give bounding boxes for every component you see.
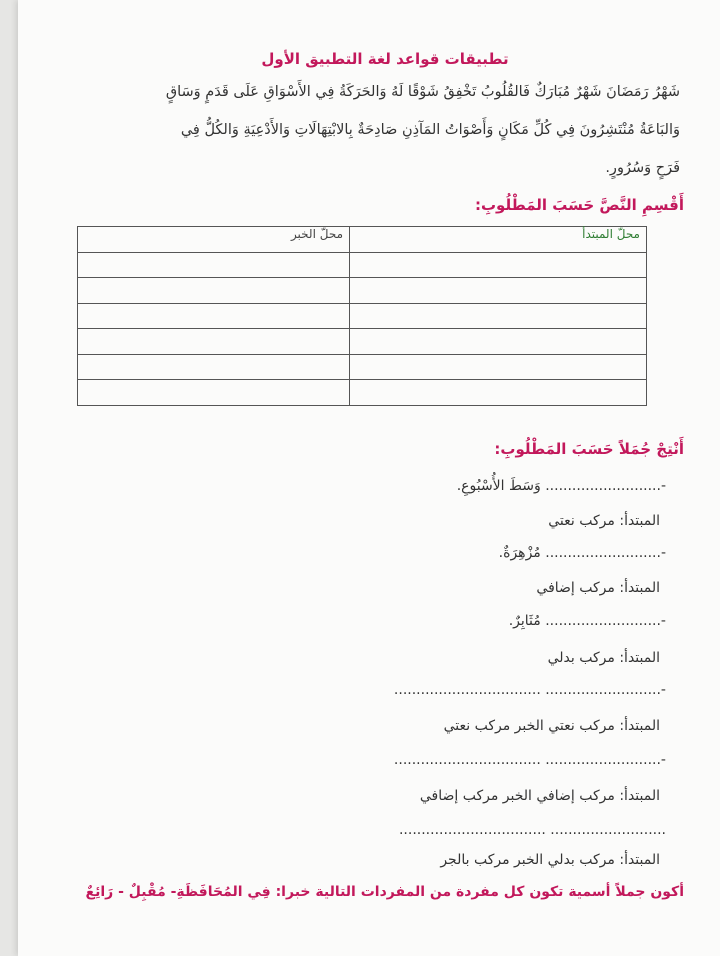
sentence-line-6: .......................... ................................. [398, 822, 666, 838]
table-row [78, 329, 647, 355]
table-cell [350, 329, 647, 355]
sentence-label-1: المبتدأ: مركب نعتي [548, 513, 660, 529]
table-cell [78, 329, 350, 355]
sentence-line-4: -.......................... ................................. [393, 682, 666, 698]
table-cell [350, 252, 647, 278]
sentence-label-4: المبتدأ: مركب نعتي الخبر مركب نعتي [443, 718, 660, 734]
table-cell [78, 354, 350, 380]
sentence-label-2: المبتدأ: مركب إضافي [536, 580, 660, 596]
header-khabar: محلّ الخبر [78, 227, 350, 253]
table-cell [350, 354, 647, 380]
passage-line-1: شَهْرُ رَمَضَانَ شَهْرٌ مُبَارَكٌ فَالقُلُوبُ تَخْفِقُ شَوْقًا لَهُ وَالحَرَكَةُ فِي الأَسْوَاقِ عَلَى قَدَمٍ وَسَاقٍ [165, 84, 680, 100]
header-mubtada: محلّ المبتدأ [350, 227, 647, 253]
table-cell [78, 252, 350, 278]
sentences-section-heading: أَنْتِجْ جُمَلاً حَسَبَ المَطْلُوبِ: [494, 440, 684, 458]
table-cell [350, 278, 647, 304]
table-cell [350, 303, 647, 329]
sentence-line-1: -.......................... وَسَطَ الأُسْبُوعِ. [456, 478, 666, 494]
sentence-line-5: -.......................... ................................. [393, 752, 666, 768]
table-row [78, 380, 647, 406]
table-cell [78, 303, 350, 329]
final-instruction: أكون جملاً أسمية تكون كل مفردة من المفردات التالية خبرا: فِي المُحَافَظَةِ- مُقْبِلٌ - رَائِعٌ [85, 884, 684, 900]
passage-line-2: وَالبَاعَةُ مُنْتَشِرُونَ فِي كُلِّ مَكَانٍ وَأَصْوَاتُ المَآذِنِ صَادِحَةٌ بِالابْتِهَالَاتِ وَالأَدْعِيَةِ وَالكُلُّ فِي [180, 122, 680, 138]
sentence-line-2: -.......................... مُزْهِرَةٌ. [498, 545, 666, 561]
sentence-label-6: المبتدأ: مركب بدلي الخبر مركب بالجر [440, 852, 660, 868]
sentence-label-3: المبتدأ: مركب بدلي [547, 650, 660, 666]
table-cell [78, 380, 350, 406]
worksheet-title: تطبيقات قواعد لغة التطبيق الأول [261, 50, 509, 68]
sentence-line-3: -.......................... مُثَابِرٌ. [508, 613, 666, 629]
table-section-heading: أَقْسِمِ النَّصَّ حَسَبَ المَطْلُوبِ: [474, 196, 684, 214]
passage-line-3: فَرَحٍ وَسُرُورٍ. [605, 160, 680, 176]
table-row [78, 354, 647, 380]
table-row [78, 252, 647, 278]
table-header-row [78, 227, 647, 253]
analysis-table [77, 226, 647, 406]
table-cell [78, 278, 350, 304]
table-row [78, 278, 647, 304]
sentence-label-5: المبتدأ: مركب إضافي الخبر مركب إضافي [419, 788, 660, 804]
table-row [78, 303, 647, 329]
table-cell [350, 380, 647, 406]
